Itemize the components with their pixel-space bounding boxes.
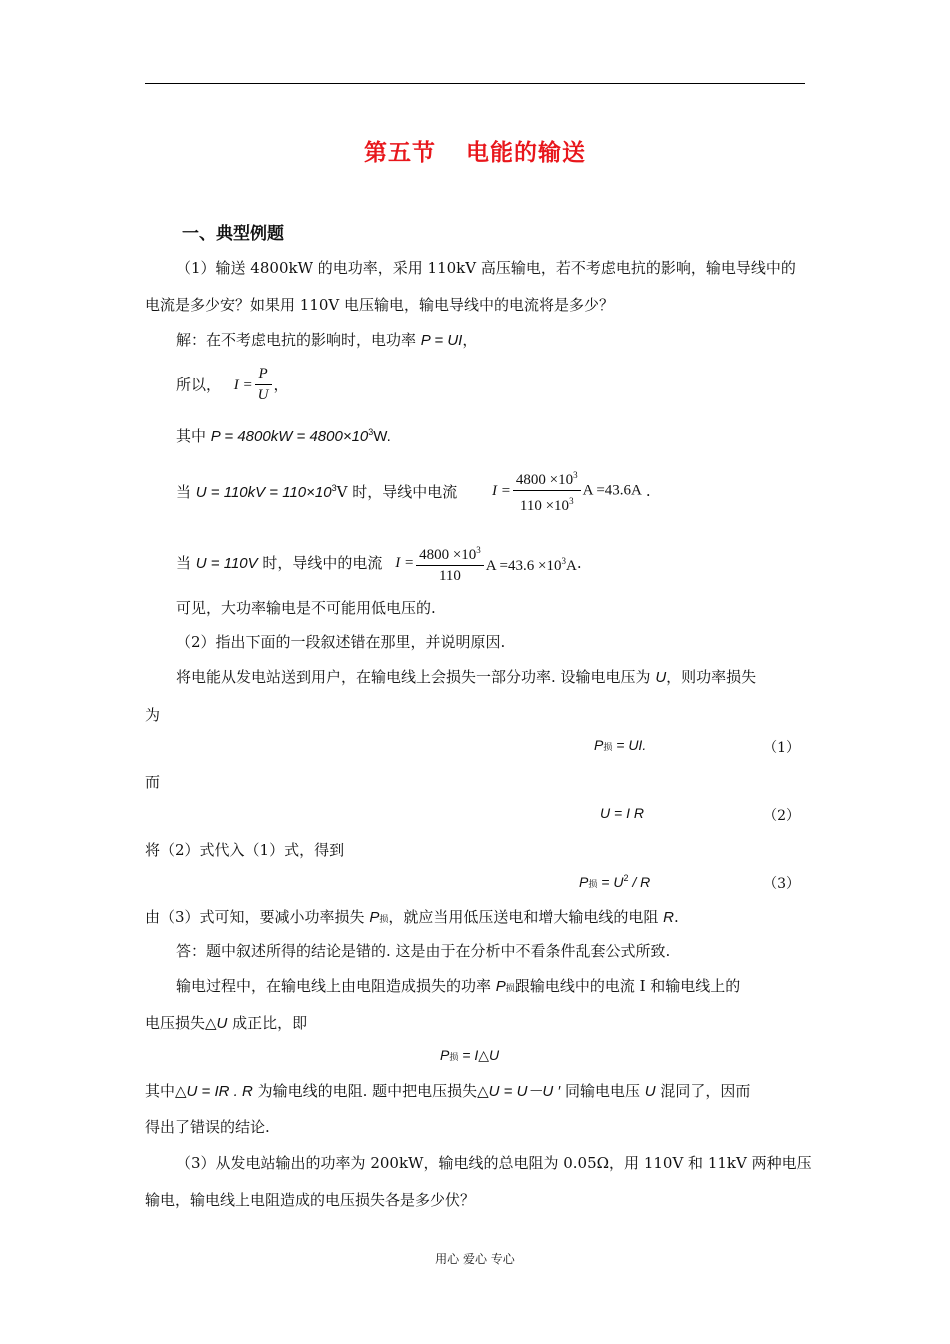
- and-word: 而: [145, 773, 161, 791]
- q1-line2: 电流是多少安？如果用 110V 电压输电，输电导线中的电流将是多少？: [145, 296, 615, 314]
- q3-line1: （3）从发电站输出的功率为 200kW，输电线的总电阻为 0.05Ω，用 110V 和 11kV 两种电压: [176, 1154, 812, 1172]
- section-heading: 一、典型例题: [182, 224, 284, 244]
- q2-inference: 由（3）式可知，要减小功率损失 P损，就应当用低压送电和增大输电线的电阻 R.: [145, 908, 679, 926]
- q2-intro: （2）指出下面的一段叙述错在那里，并说明原因.: [176, 633, 506, 651]
- fraction-case2: $\frac{4800 \times 10^3}{110}$: [416, 540, 484, 586]
- equation-2: U = I R: [600, 805, 644, 821]
- substitution-text: 将（2）式代入（1）式，得到: [145, 841, 345, 859]
- equation-1-number: （1）: [763, 740, 800, 756]
- q1-line1: （1）输送 4800kW 的电功率，采用 110kV 高压输电，若不考虑电抗的影响，输电导线中的: [176, 259, 796, 277]
- power-formula: P = UI: [420, 332, 463, 349]
- equation-4: P损 = I△U: [440, 1047, 500, 1063]
- equation-1: P损 = UI.: [594, 737, 647, 753]
- q1-conclusion: 可见，大功率输电是不可能用低电压的.: [176, 599, 436, 617]
- q2-para1-end: 为: [145, 706, 161, 724]
- title-section: 第五节: [364, 139, 436, 166]
- page-footer: 用心 爱心 专心: [435, 1252, 515, 1266]
- fraction-p-over-u: $\frac{P}{U}$: [255, 364, 272, 405]
- q2-explanation: 其中△U = IR . R 为输电线的电阻. 题中把电压损失△U = U－U ′ 同输电电压 U 混同了，因而: [145, 1082, 751, 1100]
- q1-solution: 解：在不考虑电抗的影响时，电功率 P = UI，: [176, 331, 478, 349]
- q2-para2-end: 电压损失△U 成正比，即: [145, 1014, 308, 1032]
- header-rule: [145, 83, 805, 84]
- page-title: [0, 134, 950, 167]
- q3-line2: 输电，输电线上电阻造成的电压损失各是多少伏？: [145, 1191, 476, 1209]
- q2-para1: 将电能从发电站送到用户，在输电线上会损失一部分功率. 设输电电压为 U，则功率损失: [176, 668, 757, 686]
- q1-case2: 当 U = 110V 时，导线中的电流 I = $\frac{4800 \times 10^3}{110}$ $A =43.6 \times 10^3A$.: [176, 540, 582, 586]
- q2-explanation-end: 得出了错误的结论.: [145, 1118, 270, 1136]
- equation-2-number: （2）: [763, 808, 800, 824]
- q2-para2: 输电过程中，在输电线上由电阻造成损失的功率 P损跟输电线中的电流 I 和输电线上的: [176, 977, 741, 995]
- q2-answer: 答：题中叙述所得的结论是错的. 这是由于在分析中不看条件乱套公式所致.: [176, 942, 671, 960]
- fraction-case1: $\frac{4800 \times 10^3}{110 \times 10^3}$: [513, 465, 581, 516]
- q1-so: 所以， I = $\frac{P}{U}$ ，: [176, 366, 289, 403]
- q1-where: 其中 $P = 4800kW = 4800\times 10^3W$.: [176, 427, 391, 445]
- q1-case1: 当 $U = 110kV = 110\times 10^3V$ 时，导线中电流 I = $\frac{4800 \times 10^3}{110 \times 10^3}$ A =43.6A .: [176, 465, 651, 516]
- title-topic: 电能的输送: [466, 139, 586, 166]
- equation-3-number: （3）: [763, 876, 800, 892]
- equation-3: P损 = $U^2$ / R: [579, 873, 651, 890]
